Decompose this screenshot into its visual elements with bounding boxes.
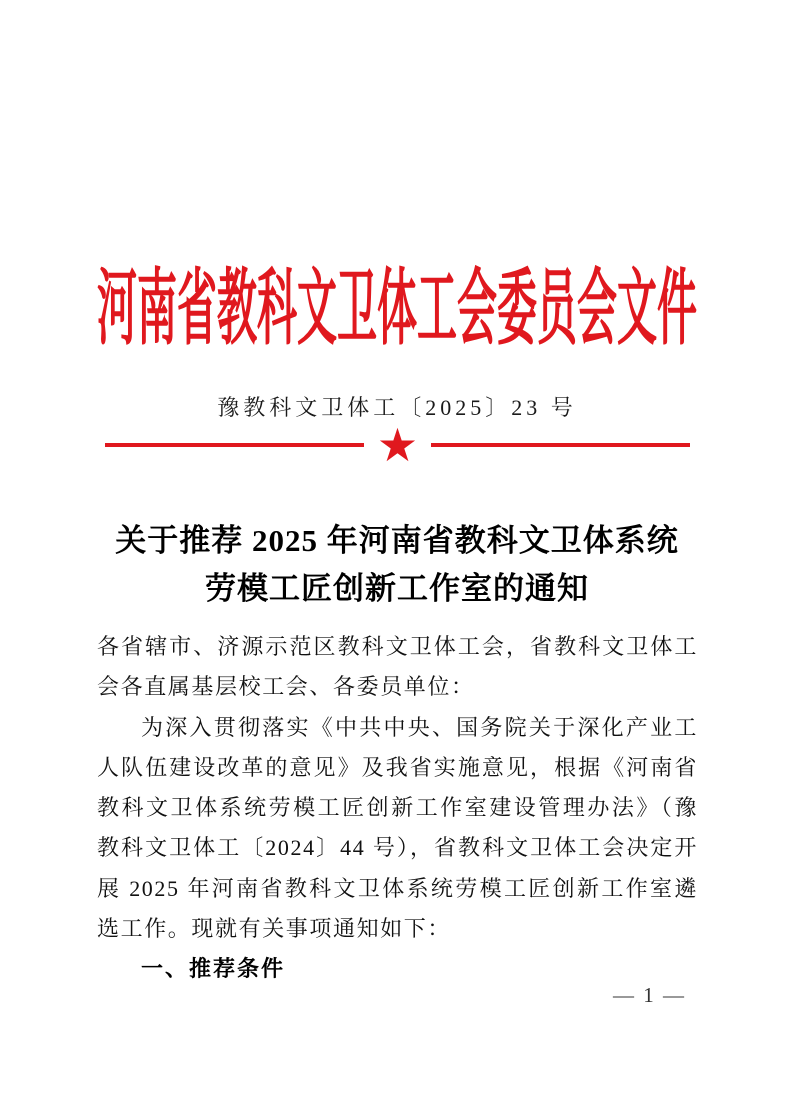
star-icon: ★ bbox=[376, 418, 419, 472]
rule-left-segment bbox=[105, 443, 364, 447]
notice-title-line1: 关于推荐 2025 年河南省教科文卫体系统 bbox=[115, 523, 679, 558]
section-heading-1: 一、推荐条件 bbox=[141, 956, 286, 982]
letterhead bbox=[0, 243, 794, 356]
notice-title-line2: 劳模工匠创新工作室的通知 bbox=[205, 571, 589, 606]
doc-number: 豫教科文卫体工〔2025〕23 号 bbox=[217, 395, 577, 420]
rule-right-segment bbox=[431, 443, 690, 447]
document-body bbox=[97, 627, 698, 990]
page-number: — 1 — bbox=[613, 983, 686, 1007]
letterhead-title: 河南省教科文卫体工会委员会文件 bbox=[97, 261, 697, 356]
notice-title bbox=[0, 517, 794, 613]
body-paragraph-1: 为深入贯彻落实《中共中央、国务院关于深化产业工人队伍建设改革的意见》及我省实施意见，根据《河南省教科文卫体系统劳模工匠创新工作室建设管理办法》（豫教科文卫体工〔2024〕44 号），省教科文卫体工会决定开展 2025 年河南省教科文卫体系统劳模工匠创新工作室遴选工作。现就有关事项通知如下： bbox=[97, 714, 698, 942]
salutation-paragraph: 各省辖市、济源示范区教科文卫体工会，省教科文卫体工会各直属基层校工会、各委员单位： bbox=[97, 634, 698, 700]
red-separator-rule bbox=[105, 418, 690, 472]
